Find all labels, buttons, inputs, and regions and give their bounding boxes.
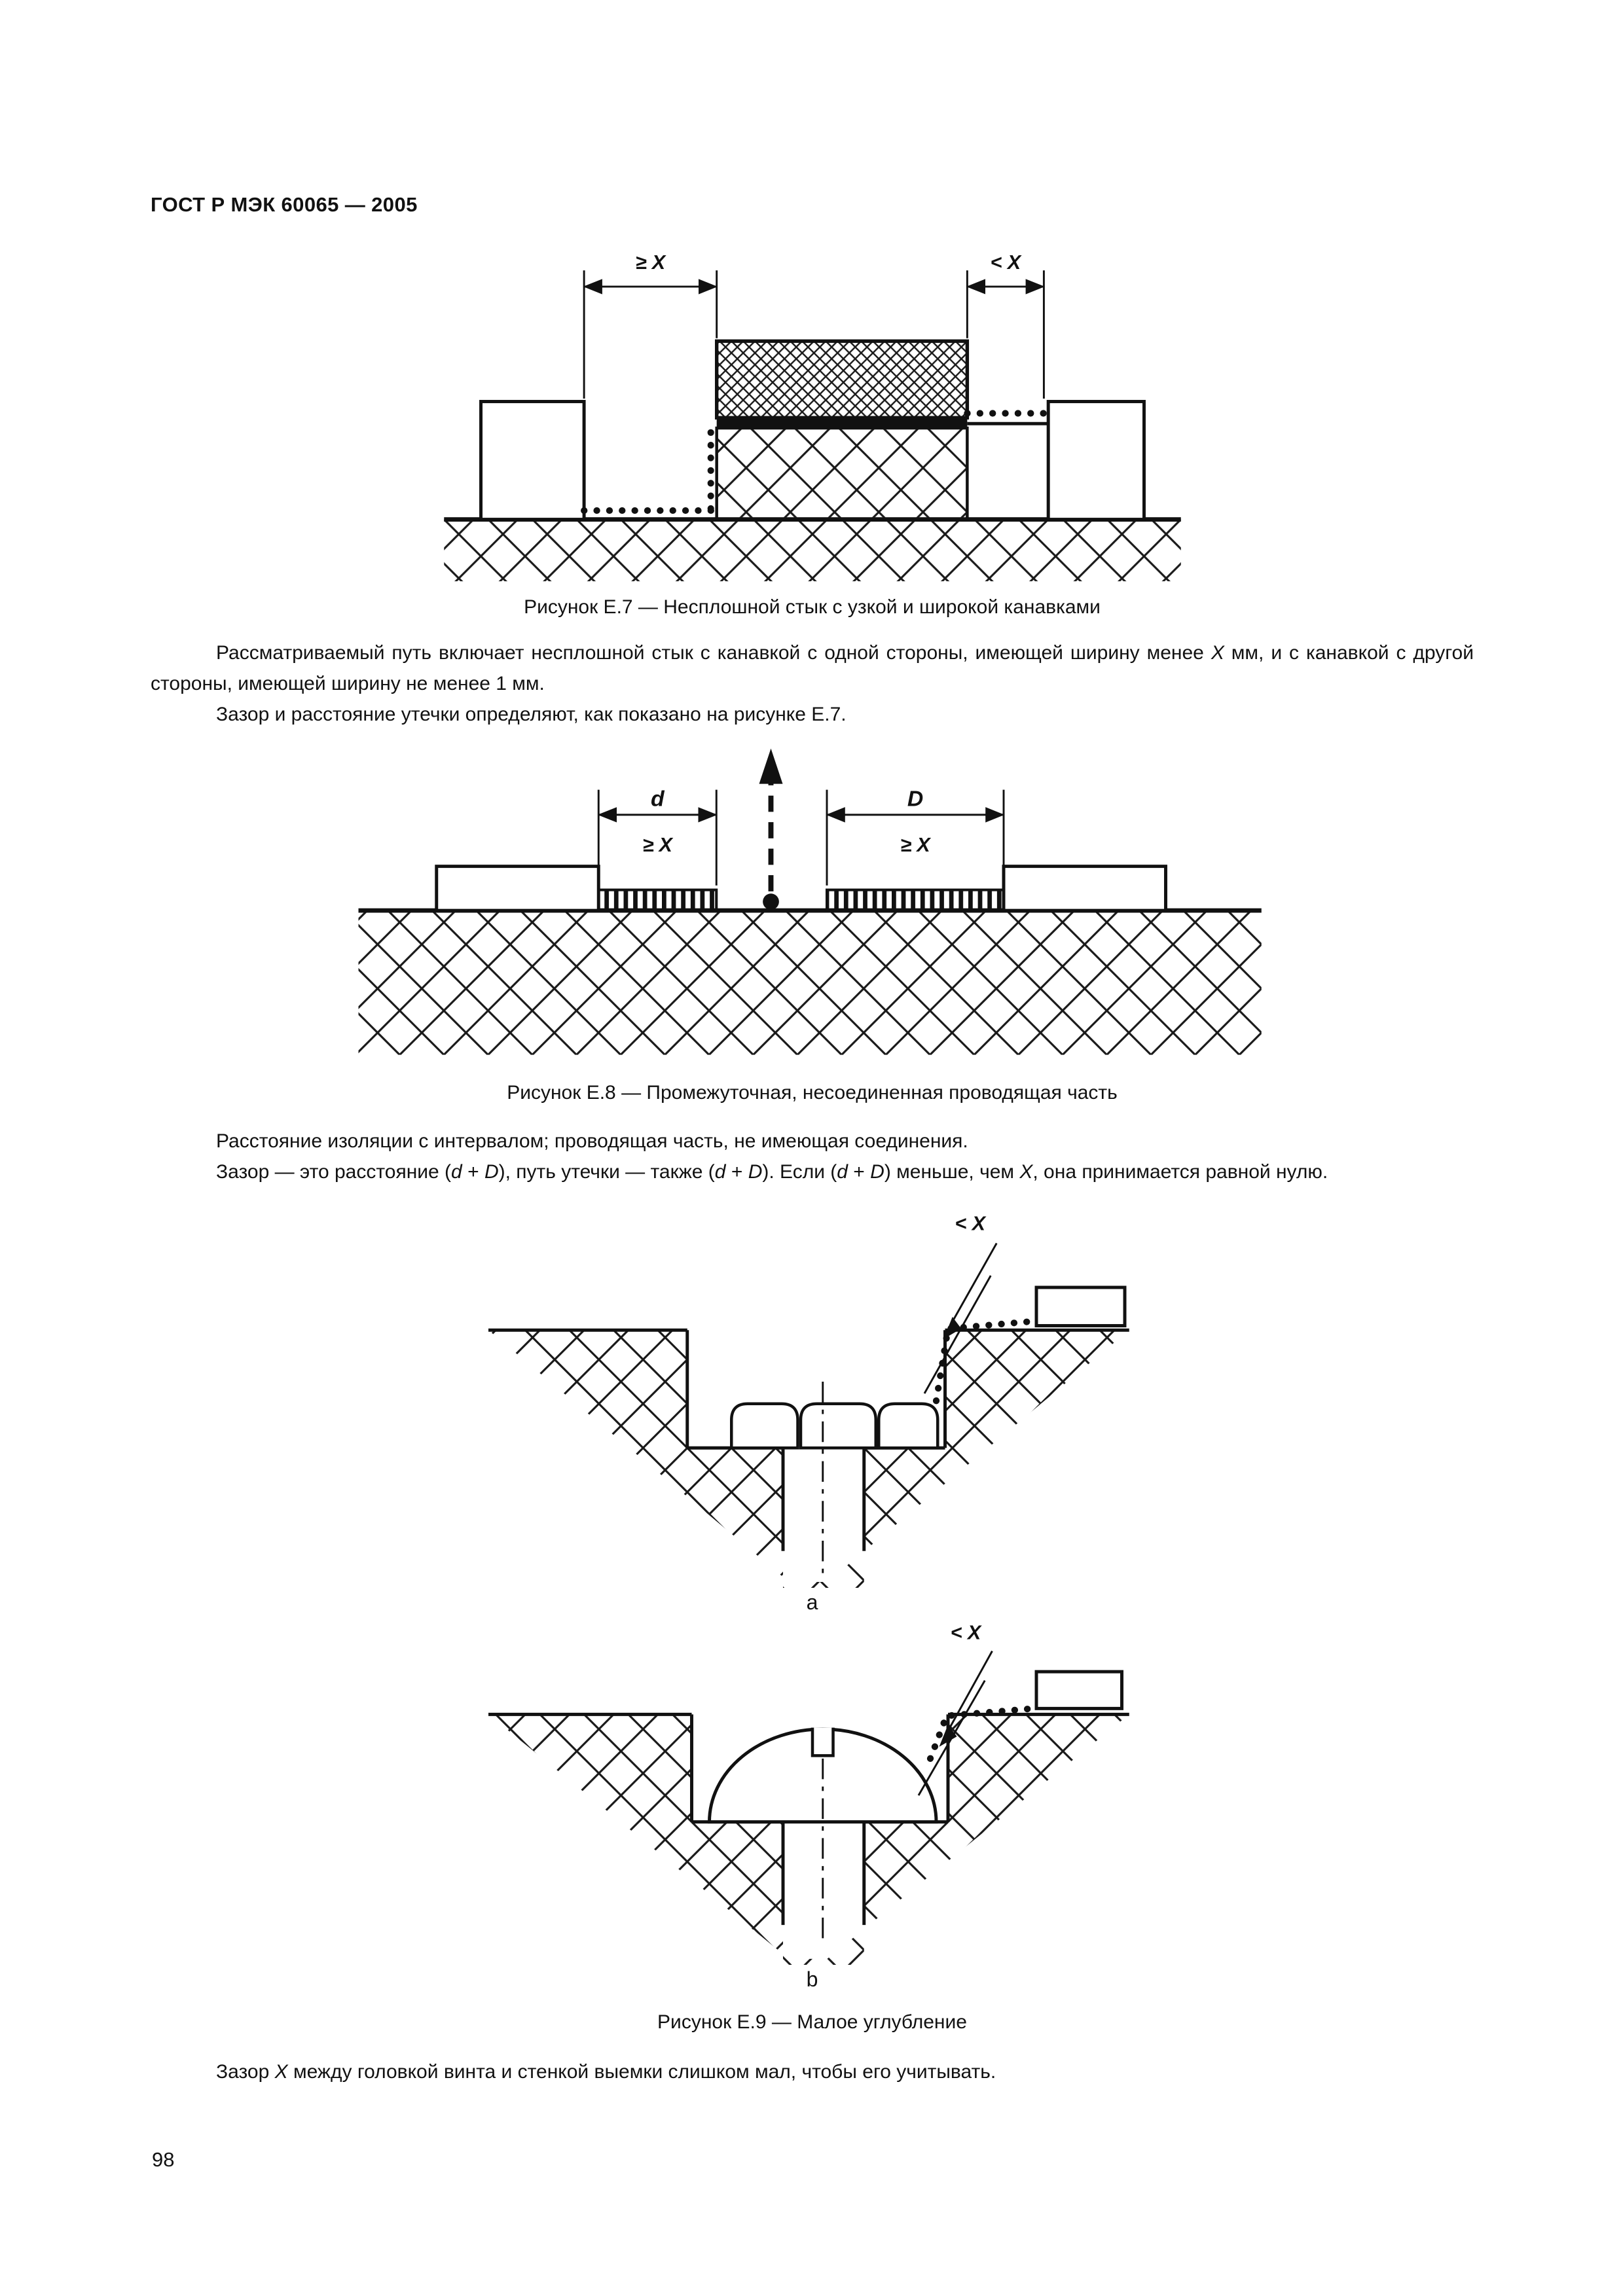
unconnected-conductive-part	[759, 749, 783, 910]
subfigure-a-label: a	[806, 1590, 818, 1614]
variable-x: X	[1019, 1161, 1033, 1183]
dimension-lt-x-label: < X	[955, 1213, 985, 1235]
surface-block	[1036, 1287, 1125, 1326]
figure-e7-drawing	[437, 247, 1188, 586]
screw-slot	[812, 1728, 833, 1756]
dimension-lt-x	[967, 251, 1044, 399]
dimension-lt-x-label: < X	[950, 1622, 981, 1644]
paragraph-e7-description	[151, 638, 1474, 700]
paragraph-e8-description: Расстояние изоляции с интервалом; проводящая часть, не имеющая соединения.	[216, 1130, 968, 1153]
insulation-base	[444, 520, 1180, 582]
figure-e7-caption: Рисунок Е.7 — Несплошной стык с узкой и широкой канавками	[524, 596, 1101, 618]
text-run: +	[847, 1161, 871, 1183]
text-run: +	[725, 1161, 748, 1183]
figure-e9	[151, 1205, 1474, 2034]
dimension-d-ge-x-label: ≥ X	[642, 834, 672, 857]
paragraph-e7-note: Зазор и расстояние утечки определяют, как показано на рисунке Е.7.	[216, 703, 847, 725]
dimension-D-ge-x-label: ≥ X	[900, 834, 930, 857]
left-conductive-strip	[598, 890, 716, 911]
insulation-slab	[359, 911, 1262, 1056]
variable-D: D	[484, 1161, 499, 1183]
variable-D: D	[748, 1161, 763, 1183]
figure-e9b-drawing	[488, 1619, 1137, 1965]
paragraph-e9-note	[151, 2057, 1474, 2088]
dimension-ge-x	[584, 251, 717, 399]
text-run: +	[462, 1161, 484, 1183]
hex-screw-head	[731, 1404, 938, 1448]
text-run: Зазор — это расстояние (	[216, 1161, 452, 1183]
dimension-d	[598, 787, 716, 886]
figure-e9-caption: Рисунок Е.9 — Малое углубление	[657, 2011, 967, 2033]
right-conductive-strip	[827, 890, 1004, 911]
text-run: между головкой винта и стенкой выемки слишком мал, чтобы его учитывать.	[287, 2060, 996, 2083]
surface-block	[1036, 1672, 1122, 1708]
dimension-D-label: D	[907, 786, 924, 812]
figure-e8-caption: Рисунок Е.8 — Промежуточная, несоединенная проводящая часть	[507, 1082, 1118, 1104]
figure-e7	[151, 247, 1474, 619]
text-run: мм, и с канавкой с другой стороны, имеющей ширину не менее 1 мм.	[151, 642, 1474, 694]
variable-x: X	[1211, 642, 1224, 664]
left-block	[481, 401, 584, 519]
subfigure-b-label: b	[806, 1967, 818, 1991]
figure-e8	[151, 745, 1474, 1104]
figure-e9a-drawing	[488, 1205, 1137, 1588]
right-raised-block	[1004, 867, 1166, 911]
variable-d: d	[714, 1161, 726, 1183]
dimension-lt-x-label: < X	[990, 251, 1021, 274]
dimension-D	[827, 787, 1004, 886]
center-insulation-block	[716, 428, 967, 520]
conductive-part-block	[716, 341, 967, 418]
text-run: ). Если (	[762, 1161, 837, 1183]
text-run: Рассматриваемый путь включает несплошной стык с канавкой с одной стороны, имеющей ширину менее	[216, 642, 1211, 664]
left-raised-block	[437, 867, 599, 911]
dimension-ge-x-label: ≥ X	[635, 251, 665, 274]
up-arrow-head	[759, 749, 783, 784]
text-run: , она принимается равной нулю.	[1032, 1161, 1328, 1183]
paragraph-e8-note	[151, 1157, 1474, 1188]
text-run: Зазор	[216, 2060, 275, 2083]
text-run: ), путь утечки — также (	[498, 1161, 715, 1183]
document-title: ГОСТ Р МЭК 60065 — 2005	[151, 193, 418, 216]
text-run: ) меньше, чем	[884, 1161, 1020, 1183]
dimension-d-label: d	[650, 786, 665, 812]
variable-d: d	[837, 1161, 848, 1183]
variable-x: X	[274, 2060, 288, 2083]
right-block	[1048, 401, 1144, 519]
variable-d: d	[451, 1161, 462, 1183]
figure-e8-drawing	[356, 745, 1269, 1062]
insulation-body	[488, 1330, 1129, 1588]
variable-D: D	[870, 1161, 884, 1183]
page-number: 98	[152, 2148, 175, 2171]
